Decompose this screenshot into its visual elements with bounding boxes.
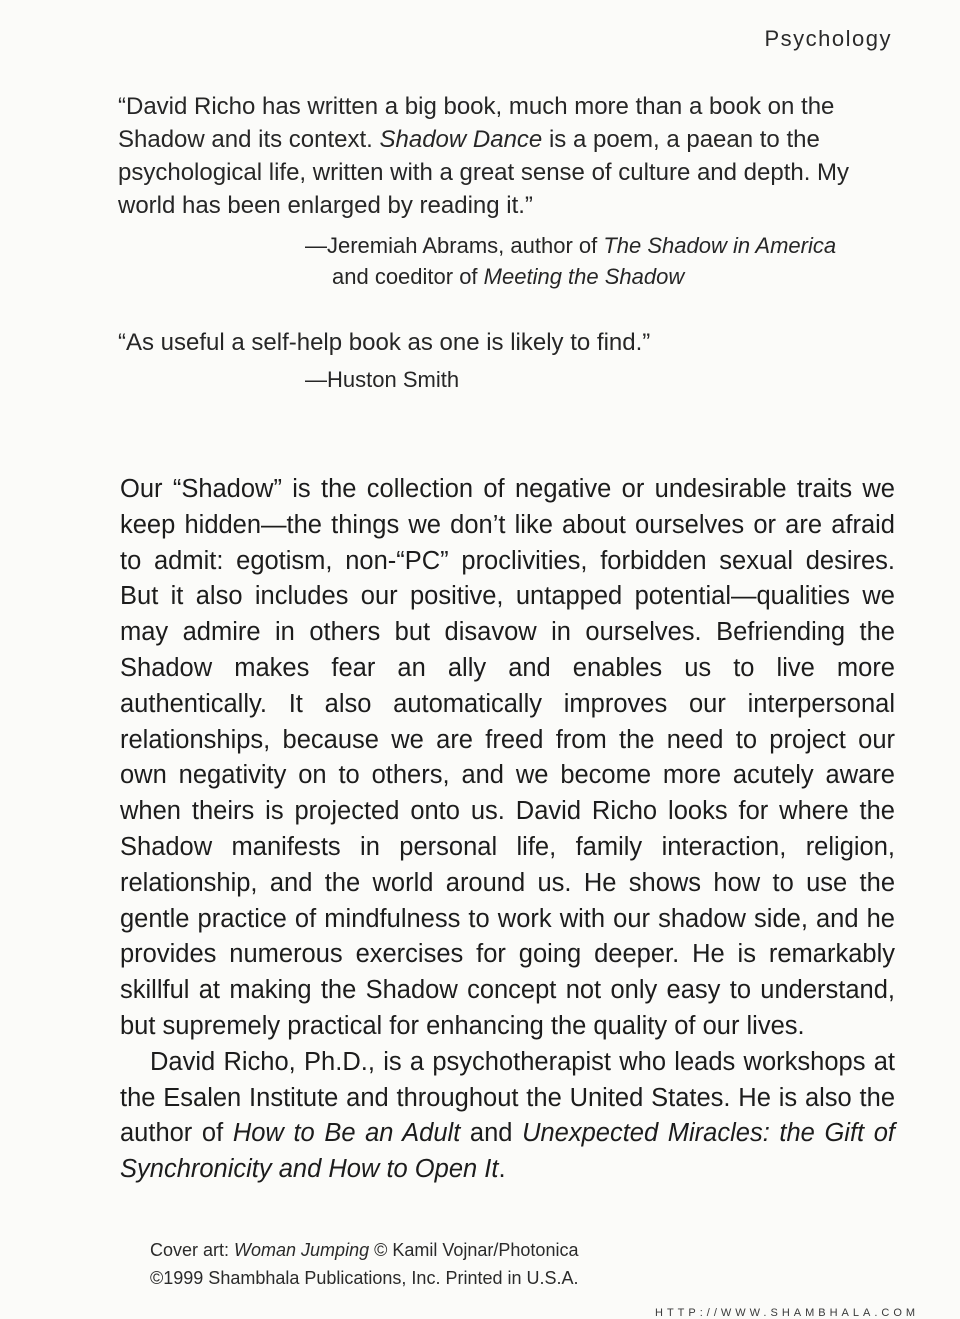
publisher-url[interactable]: HTTP://WWW.SHAMBHALA.COM [655, 1307, 920, 1319]
book-title: Shadow Dance [379, 126, 543, 153]
cover-art-credit: Cover art: Woman Jumping © Kamil Vojnar/Photonica [150, 1240, 579, 1260]
endorsement-quote-1: “David Richo has written a big book, much more than a book on the Shadow and its context. Shadow Dance is a poem, a paean to the psychological life, written with a great sense of culture and depth. My world has been enlarged by reading it.” [118, 93, 850, 219]
endorsement-attribution-2: —Huston Smith [305, 367, 460, 392]
credits [150, 1236, 579, 1292]
category-label: Psychology [764, 26, 892, 51]
description-paragraph: Our “Shadow” is the collection of negative or undesirable traits we keep hidden—the things we don’t like about ourselves or are afraid to admit: egotism, non-“PC” proclivities, forbidden sexual desires. But it also includes our positive, untapped potential—qualities we may admire in others but disavow in ourselves. Befriending the Shadow makes fear an ally and enables us to live more authentically. It also automatically improves our interpersonal relationships, because we are freed from the need to project our own negativity on to others, and we become more acutely aware when theirs is projected onto us. David Richo looks for where the Shadow manifests in personal life, family interaction, religion, relationship, and the world around us. He shows how to use the gentle practice of mindfulness to work with our shadow side, and he provides numerous exercises for going deeper. He is remarkably skillful at making the Shadow concept not only easy to understand, but supremely practical for enhancing the quality of our lives. [120, 475, 895, 1040]
endorsement-attribution-1: —Jeremiah Abrams, author of The Shadow in America and coeditor of Meeting the Shadow [305, 233, 837, 289]
book-description [120, 472, 895, 1188]
author-bio: David Richo, Ph.D., is a psychotherapist who leads workshops at the Esalen Institute and throughout the United States. He is also the author of How to Be an Adult and Unexpected Miracles: the Gift of Synchronicity and How to Open It. [120, 1047, 896, 1184]
endorsement-quote-2: “As useful a self-help book as one is likely to find.” [118, 329, 651, 356]
copyright-line: ©1999 Shambhala Publications, Inc. Printed in U.S.A. [150, 1268, 579, 1288]
